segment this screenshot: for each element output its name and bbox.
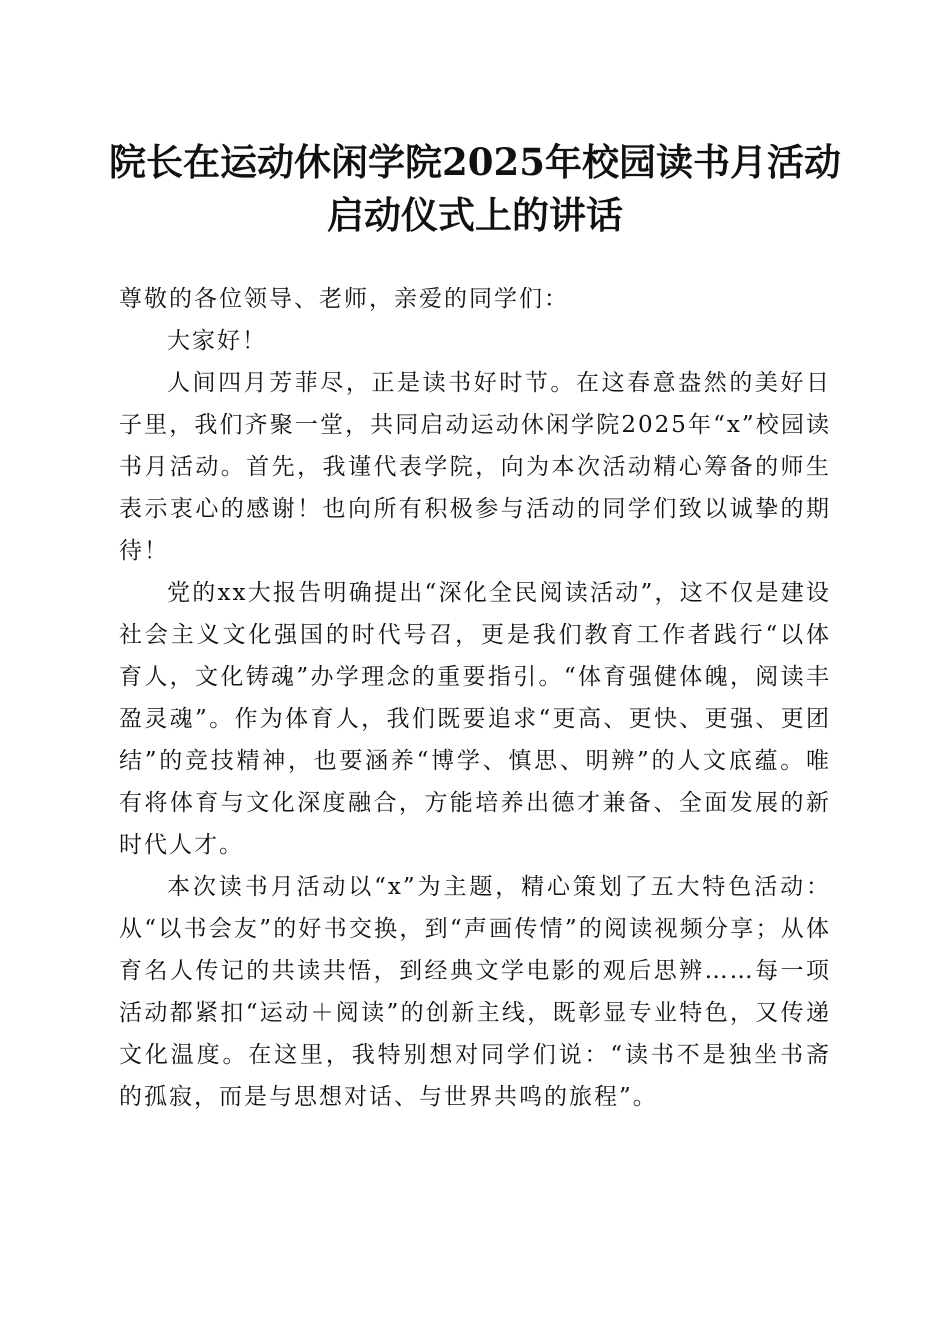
title-line-1: 院长在运动休闲学院2025年校园读书月活动 <box>109 140 841 184</box>
paragraph-activities: 本次读书月活动以“x”为主题，精心策划了五大特色活动：从“以书会友”的好书交换，到“声画传情”的阅读视频分享；从体育名人传记的共读共悟，到经典文学电影的观后思辨……每一项活动都紧扣“运动＋阅读”的创新主线，既彰显专业特色，又传递文化温度。在这里，我特别想对同学们说：“读书不是独坐书斋的孤寂，而是与思想对话、与世界共鸣的旅程”。 <box>119 874 831 1110</box>
paragraph-greeting: 大家好！ <box>167 328 267 354</box>
document-title <box>90 136 860 242</box>
salutation: 尊敬的各位领导、老师，亲爱的同学们： <box>119 286 569 312</box>
paragraph-significance: 党的xx大报告明确提出“深化全民阅读活动”，这不仅是建设社会主义文化强国的时代号召，更是我们教育工作者践行“以体育人，文化铸魂”办学理念的重要指引。“体育强健体魄，阅读丰盈灵魂”。作为体育人，我们既要追求“更高、更快、更强、更团结”的竞技精神，也要涵养“博学、慎思、明辨”的人文底蕴。唯有将体育与文化深度融合，方能培养出德才兼备、全面发展的新时代人才。 <box>119 580 831 858</box>
paragraph-opening: 人间四月芳菲尽，正是读书好时节。在这春意盎然的美好日子里，我们齐聚一堂，共同启动运动休闲学院2025年“x”校园读书月活动。首先，我谨代表学院，向为本次活动精心筹备的师生表示衷心的感谢！也向所有积极参与活动的同学们致以诚挚的期待！ <box>119 370 831 564</box>
document-body <box>119 278 831 1118</box>
title-line-2: 启动仪式上的讲话 <box>327 193 623 237</box>
